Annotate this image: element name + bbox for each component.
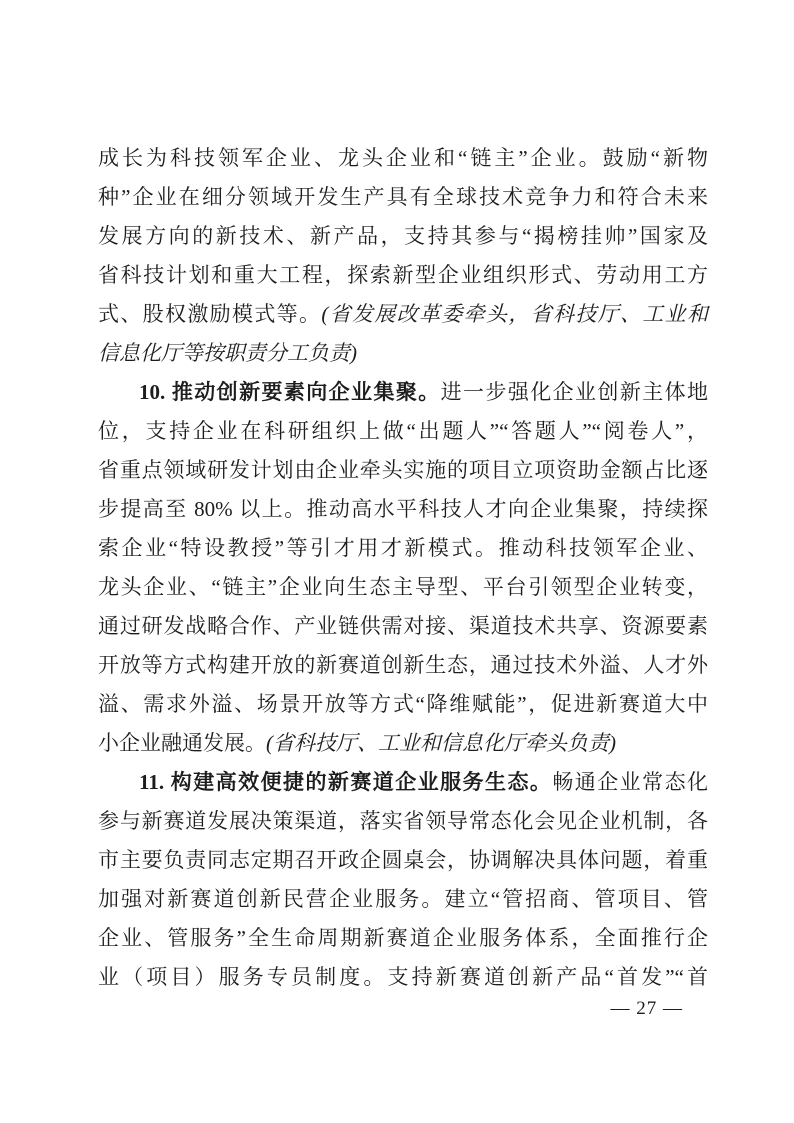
text-segment-kai: 信息化厅等按职责分工负责) bbox=[98, 341, 357, 365]
text-segment-kai: (省科技厅、工业和信息化厅牵头负责) bbox=[266, 731, 616, 755]
page-number bbox=[0, 998, 683, 1020]
text-line bbox=[98, 139, 708, 178]
text-segment-normal: 式、股权激励模式等。 bbox=[98, 302, 322, 326]
text-segment-normal: 索企业“特设教授”等引才用才新模式。推动科技领军企业、 bbox=[98, 536, 708, 560]
text-line bbox=[98, 178, 708, 217]
text-line bbox=[98, 334, 708, 373]
text-line bbox=[98, 724, 708, 763]
text-segment-bold: 10. 推动创新要素向企业集聚。 bbox=[139, 380, 441, 404]
body-text bbox=[98, 139, 708, 997]
text-segment-normal: 省科技计划和重大工程，探索新型企业组织形式、劳动用工方 bbox=[98, 263, 708, 287]
text-segment-normal: 进一步强化企业创新主体地 bbox=[440, 380, 709, 404]
text-line bbox=[98, 646, 708, 685]
text-line bbox=[98, 412, 708, 451]
text-segment-normal: 种”企业在细分领域开发生产具有全球技术竞争力和符合未来 bbox=[98, 185, 708, 209]
page-number-text: — 27 — bbox=[610, 998, 683, 1019]
text-line bbox=[98, 802, 708, 841]
text-line bbox=[98, 685, 708, 724]
text-segment-normal: 成长为科技领军企业、龙头企业和“链主”企业。鼓励“新物 bbox=[98, 146, 708, 170]
text-segment-normal: 市主要负责同志定期召开政企圆桌会，协调解决具体问题，着重 bbox=[98, 848, 708, 872]
text-line bbox=[98, 958, 708, 997]
text-line bbox=[98, 373, 708, 412]
text-segment-normal: 步提高至 80% 以上。推动高水平科技人才向企业集聚，持续探 bbox=[98, 497, 708, 521]
text-line bbox=[98, 295, 708, 334]
text-line bbox=[98, 841, 708, 880]
text-segment-normal: 开放等方式构建开放的新赛道创新生态，通过技术外溢、人才外 bbox=[98, 653, 708, 677]
text-segment-normal: 位，支持企业在科研组织上做“出题人”“答题人”“阅卷人”， bbox=[98, 419, 708, 443]
text-segment-normal: 企业、管服务”全生命周期新赛道企业服务体系，全面推行企 bbox=[98, 926, 708, 950]
text-line bbox=[98, 919, 708, 958]
text-line bbox=[98, 217, 708, 256]
text-line bbox=[98, 880, 708, 919]
text-segment-normal: 龙头企业、“链主”企业向生态主导型、平台引领型企业转变， bbox=[98, 575, 708, 599]
text-line bbox=[98, 607, 708, 646]
text-segment-normal: 溢、需求外溢、场景开放等方式“降维赋能”，促进新赛道大中 bbox=[98, 692, 708, 716]
text-segment-bold: 11. 构建高效便捷的新赛道企业服务生态。 bbox=[139, 770, 553, 794]
text-segment-kai: (省发展改革委牵头，省科技厅、工业和 bbox=[321, 302, 709, 326]
text-line bbox=[98, 451, 708, 490]
text-segment-normal: 畅通企业常态化 bbox=[552, 770, 709, 794]
text-segment-normal: 发展方向的新技术、新产品，支持其参与“揭榜挂帅”国家及 bbox=[98, 224, 708, 248]
text-segment-normal: 省重点领域研发计划由企业牵头实施的项目立项资助金额占比逐 bbox=[98, 458, 708, 482]
text-segment-normal: 小企业融通发展。 bbox=[98, 731, 266, 755]
text-line bbox=[98, 529, 708, 568]
text-line bbox=[98, 256, 708, 295]
text-line bbox=[98, 763, 708, 802]
text-segment-normal: 加强对新赛道创新民营企业服务。建立“管招商、管项目、管 bbox=[98, 887, 708, 911]
text-segment-normal: 业（项目）服务专员制度。支持新赛道创新产品“首发”“首 bbox=[98, 965, 708, 989]
text-line bbox=[98, 490, 708, 529]
text-line bbox=[98, 568, 708, 607]
text-segment-normal: 参与新赛道发展决策渠道，落实省领导常态化会见企业机制，各 bbox=[98, 809, 708, 833]
text-segment-normal: 通过研发战略合作、产业链供需对接、渠道技术共享、资源要素 bbox=[98, 614, 708, 638]
